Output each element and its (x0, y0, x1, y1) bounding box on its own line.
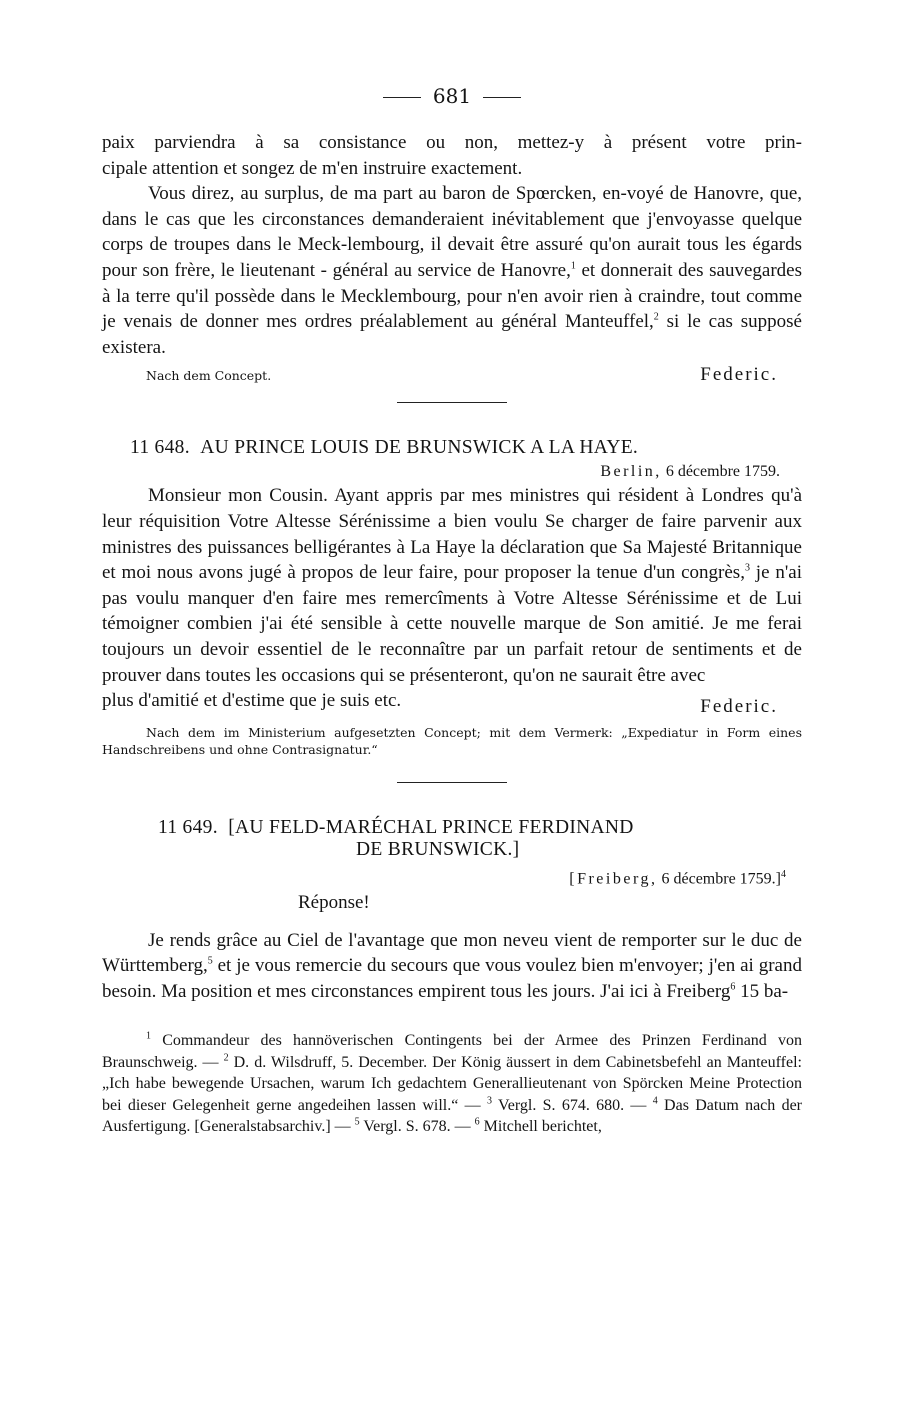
letter-number: 11 649. (158, 816, 218, 838)
signature: Federic. (700, 696, 778, 718)
footnote-ref: 1 (570, 260, 576, 272)
date: 6 décembre 1759.] (661, 870, 781, 888)
place: Berlin, (600, 463, 662, 481)
footnote-ref: 3 (744, 562, 750, 574)
signature-line (102, 364, 802, 386)
divider (483, 97, 521, 98)
closing-line: plus d'amitié et d'estime que je suis etc. (102, 690, 402, 712)
footnote-ref: 2 (653, 311, 659, 323)
dateline (102, 869, 802, 888)
letter-title: [AU FELD-MARÉCHAL PRINCE FERDINAND (228, 816, 634, 838)
page (102, 82, 802, 1138)
footnote-ref: 6 (730, 981, 736, 993)
letter-title: AU PRINCE LOUIS DE BRUNSWICK A LA HAYE. (200, 437, 639, 459)
divider (383, 97, 421, 98)
signature: Federic. (700, 364, 778, 386)
paragraph: Vous direz, au surplus, de ma part au baron de Spœrcken, en-voyé de Hanovre, que, dans le cas que les circonstances demanderaient inévitablement que j'envoyasse quelque corps de troupes dans le Meck-lembourg, il devait être assuré qu'on aurait tous les égards pour son frère, le lieutenant - général au service de Hanovre,$^1$ et donnerait des sauvegardes à la terre qu'il possède dans le Mecklembourg, pour n'en avoir rien à craindre, tout comme je venais de donner mes ordres préalablement au général Manteuffel,$^2$ si le cas supposé existera. (102, 183, 802, 358)
letter-title-line: DE BRUNSWICK.] (356, 838, 520, 860)
paragraph-line: cipale attention et songez de m'en instruire exactement. (102, 157, 523, 179)
place: [Freiberg, (569, 870, 658, 888)
paragraph-line: paix parviendra à sa consistance ou non, mettez-y à présent votre prin- (102, 132, 802, 153)
letter-heading (102, 437, 802, 459)
letter-body: Je rends grâce au Ciel de l'avantage que mon neveu vient de remporter sur le duc de Württemberg,$^5$ et je vous remercie du secours que vous voulez bien m'envoyer; j'en ai grand besoin. Ma position et mes circonstances empirent tous les jours. J'ai ici à Freiberg$^6$ 15 ba- (102, 929, 802, 1002)
dateline (102, 463, 802, 481)
letter-body: Monsieur mon Cousin. Ayant appris par mes ministres qui résident à Londres qu'à leur réquisition Votre Altesse Sérénissime a bien voulu Se charger de faire parvenir aux ministres des puissances belligérantes à La Haye la déclaration que Sa Majesté Britannique et moi nous avons jugé à propos de leur faire, pour proposer la tenue d'un congrès,$^3$ je n'ai pas voulu manquer d'en faire mes remercîments à Votre Altesse Sérénissime et de Lui témoigner combien j'ai été sensible à cette nouvelle marque de Son amitié. Je me ferai toujours un devoir essentiel de le reconnaître par un parfait retour de sentiments et de prouver dans toutes les occasions qui se présenteront, qu'on ne saurait être avec (102, 485, 802, 686)
source-note: Nach dem im Ministerium aufgesetzten Concept; mit dem Vermerk: „Expediatur in Form eines Handschreibens und ohne Contrasignatur.“ (102, 724, 802, 757)
date: 6 décembre 1759. (665, 463, 780, 481)
footnote-ref: 4 (781, 868, 786, 880)
page-number: 681 (102, 82, 802, 110)
letter-number: 11 648. (130, 437, 190, 459)
signature-line (102, 688, 802, 718)
source-note: Nach dem Concept. (146, 368, 272, 384)
reply-label: Réponse! (298, 892, 370, 914)
letter-heading (102, 817, 802, 839)
footnotes: $^1$ Commandeur des hannöverischen Contingents bei der Armee des Prinzen Ferdinand von Braunschweig. — $^2$ D. d. Wilsdruff, 5. December. Der König äussert in dem Cabinetsbefehl an Manteuffel: „Ich habe bewegende Ursachen, warum Ich gedachtem Generallieutenant von Spörcken Meine Protection bei dieser Gelegenheit gerne angedeihen lassen will.“ — $^3$ Vergl. S. 674. 680. — $^4$ Das Datum nach der Ausfertigung. [Generalstabsarchiv.] — $^5$ Vergl. S. 678. — $^6$ Mitchell berichtet, (102, 1031, 803, 1136)
footnote-ref: 5 (207, 955, 213, 967)
